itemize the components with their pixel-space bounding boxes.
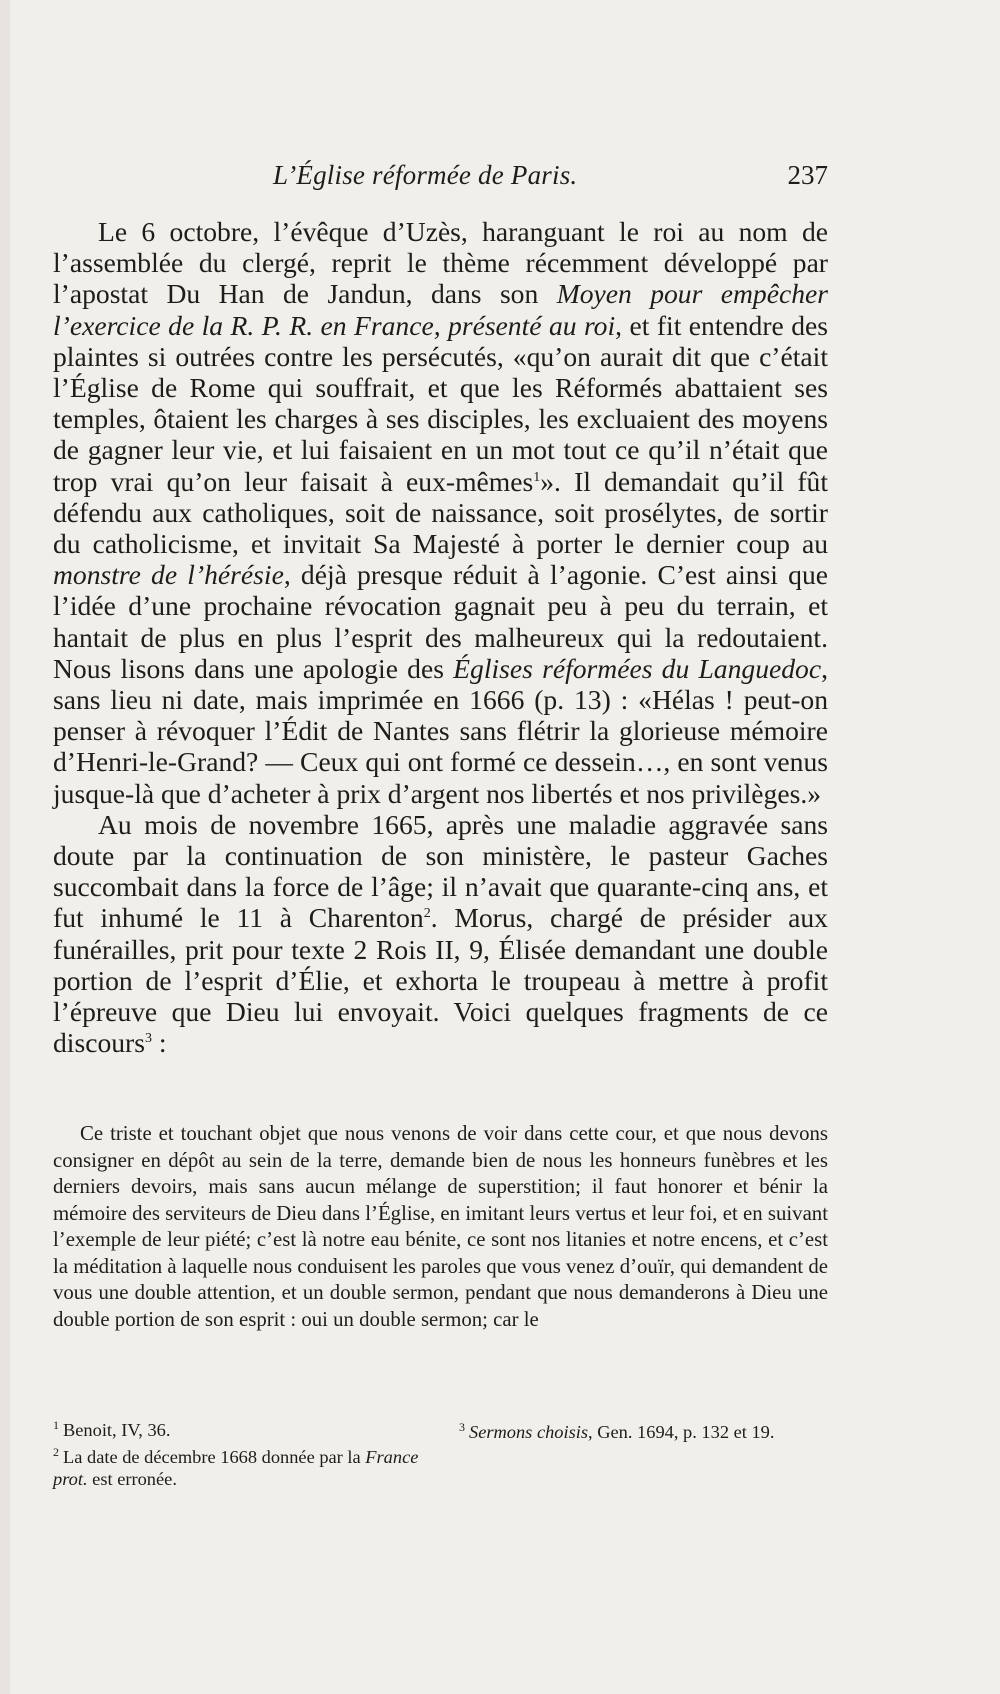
footnote-ref-1[interactable]: 1 (533, 469, 541, 485)
paragraph-2-text-a: Au mois de novembre 1665, après une maladie aggravée sans doute par la continuation de son ministère, le pasteur Gaches succombait dans la force de l’âge; il n’avait que quarante-cinq ans, et fut inhumé le 11 à Charenton (53, 808, 828, 934)
footnote-2-text-b: est erronée. (87, 1469, 177, 1490)
footnote-3 (459, 1416, 828, 1443)
footnote-1 (53, 1414, 443, 1441)
scan-edge-shadow (0, 0, 10, 1694)
paragraph-1-text-c: ». Il demandait qu’il fût défendu aux catholiques, soit de naissance, soit prosélytes, de sortir du catholicisme, et invitait Sa Majesté à porter le dernier coup au (53, 465, 829, 560)
main-text (53, 216, 828, 1058)
paragraph-1-text-b: , et fit entendre des plaintes si outrées contre les persécutés, «qu’on aurait dit que c’était l’Église de Rome qui souffrait, et que les Réformés abattaient ses temples, ôtaient les charges à ses disciples, les excluaient des moyens de gagner leur vie, et lui faisaient en un mot tout ce qu’il n’était que trop vrai qu’on leur faisait à eux-mêmes (53, 309, 828, 497)
paragraph-2 (53, 809, 828, 1059)
footnotes-right-column (459, 1416, 828, 1443)
paragraph-1-text-e: , sans lieu ni date, mais imprimée en 1666 (p. 13) : «Hélas ! peut-on penser à révoquer l’Édit de Nantes sans flétrir la glorieuse mémoire d’Henri-le-Grand? — Ceux qui ont formé ce dessein…, en sont venus jusque-là que d’acheter à prix d’argent nos libertés et nos privilèges.» (53, 652, 828, 809)
page-number: 237 (787, 160, 828, 190)
footnote-3-text: , Gen. 1694, p. 132 et 19. (588, 1422, 775, 1443)
italic-title-eglises: Églises réformées du Languedoc (453, 652, 822, 684)
footnote-2 (53, 1441, 443, 1490)
paragraph-2-text-b: . Morus, chargé de présider aux funérailles, prit pour texte 2 Rois II, 9, Élisée demandant une double portion de l’esprit d’Élie, et exhorta le troupeau à mettre à profit l’épreuve que Dieu lui envoyait. Voici quelques fragments de ce discours (53, 902, 828, 1059)
footnote-1-text: Benoit, IV, 36. (63, 1420, 171, 1441)
footnote-2-italic: France prot. (53, 1447, 419, 1490)
italic-phrase-monstre: monstre de l’hérésie (53, 559, 284, 591)
footnote-ref-3[interactable]: 3 (144, 1031, 152, 1047)
footnote-1-number: 1 (53, 1418, 59, 1432)
footnote-ref-2[interactable]: 2 (423, 906, 431, 922)
footnotes-left-column (53, 1414, 443, 1490)
paragraph-1 (53, 216, 828, 809)
footnote-3-italic: Sermons choisis (469, 1422, 589, 1443)
footnote-2-number: 2 (53, 1445, 59, 1460)
footnote-2-text-a: La date de décembre 1668 donnée par la (63, 1447, 366, 1468)
italic-title-moyen: Moyen pour empêcher l’exercice de la R. P. R. en France, présenté au roi (53, 278, 829, 341)
sermon-quote-text: Ce triste et touchant objet que nous venons de voir dans cette cour, et que nous devons consigner en dépôt au sein de la terre, demande bien de nous les honneurs funèbres et les derniers devoirs, mais sans aucun mélange de superstition; il faut honorer et bénir la mémoire des serviteurs de Dieu dans l’Église, en imitant leurs vertus et leur foi, et en suivant l’exemple de leur piété; c’est là notre eau bénite, ce sont nos litanies et notre encens, et c’est la méditation à laquelle nous conduisent les paroles que vous venez d’ouïr, qui demandent de vous une double attention, et un double sermon, pendant que nous demanderons à Dieu une double portion de son esprit : oui un double sermon; car le (53, 1122, 828, 1331)
running-title: L’Église réformée de Paris. (273, 160, 578, 190)
paragraph-1-text-d: , déjà presque réduit à l’agonie. C’est ainsi que l’idée d’une prochaine révocation gagnait peu à peu du terrain, et hantait de plus en plus l’esprit des malheureux qui la redoutaient. Nous lisons dans une apologie des (53, 559, 828, 684)
page-header (53, 160, 828, 210)
footnote-3-number: 3 (459, 1420, 465, 1434)
paragraph-1-text-a: Le 6 octobre, l’évêque d’Uzès, haranguant le roi au nom de l’assemblée du clergé, reprit le thème récemment développé par l’apostat Du Han de Jandun, dans son (53, 216, 828, 310)
sermon-quote (53, 1121, 828, 1333)
paragraph-2-text-c: : (151, 1027, 167, 1059)
